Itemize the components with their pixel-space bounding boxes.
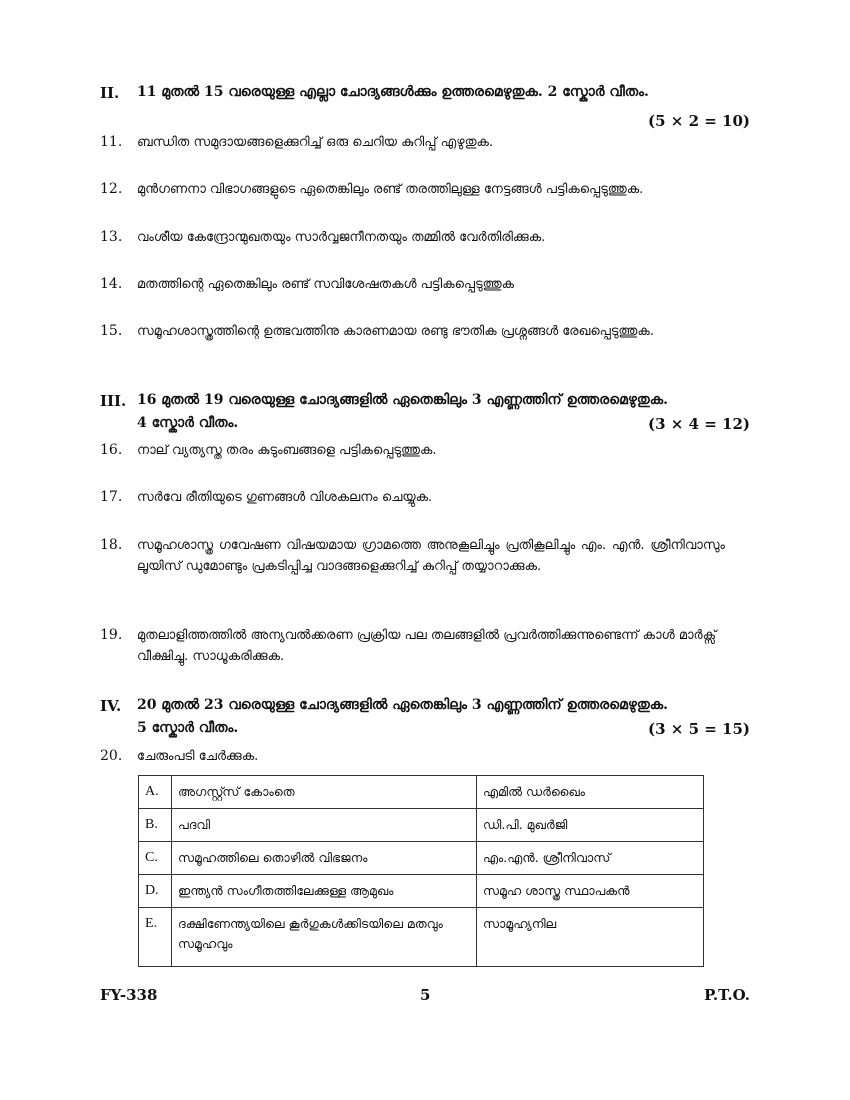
- section-4-marks: (3 × 5 = 15): [648, 720, 750, 738]
- section-3-marks: (3 × 4 = 12): [648, 415, 750, 433]
- table-row: [139, 875, 704, 908]
- section-4-instruction-line1: 20 മുതൽ 23 വരെയുള്ള ചോദ്യങ്ങളിൽ ഏതെങ്കിലും 3 എണ്ണത്തിന് ഉത്തരമെഴുതുക.: [137, 697, 669, 713]
- question-20-text: ചേരുംപടി ചേർക്കുക.: [137, 749, 259, 764]
- question-14-number: 14.: [100, 276, 123, 292]
- column-a-cell: അഗസ്റ്റ്സ് കോംതെ: [172, 776, 477, 809]
- column-b-cell: സാമൂഹ്യനില: [477, 908, 704, 967]
- question-17-text: സർവേ രീതിയുടെ ഗുണങ്ങൾ വിശകലനം ചെയ്യുക.: [137, 490, 433, 505]
- table-row: [139, 908, 704, 967]
- row-id: B.: [139, 809, 172, 842]
- section-4-number: IV.: [100, 697, 122, 715]
- question-11-text: ബന്ധിത സമുദായങ്ങളെക്കുറിച്ച് ഒരു ചെറിയ കുറിപ്പ് എഴുതുക.: [137, 135, 494, 150]
- question-17-number: 17.: [100, 489, 123, 505]
- question-14-text: മതത്തിന്റെ ഏതെങ്കിലും രണ്ട് സവിശേഷതകൾ പട്ടികപ്പെടുത്തുക: [137, 277, 515, 292]
- table-row: [139, 776, 704, 809]
- table-row: [139, 809, 704, 842]
- row-id: A.: [139, 776, 172, 809]
- page-number: 5: [420, 986, 431, 1004]
- column-a-cell: ഇന്ത്യൻ സംഗീതത്തിലേക്കുള്ള ആമുഖം: [172, 875, 477, 908]
- row-id: E.: [139, 908, 172, 967]
- table-row: [139, 842, 704, 875]
- section-3-instruction-line2: 4 സ്കോർ വീതം.: [137, 415, 239, 431]
- question-13-text: വംശീയ കേന്ദ്രോന്മുഖതയും സാർവ്വജനീനതയും തമ്മിൽ വേർതിരിക്കുക.: [137, 230, 546, 245]
- question-13-number: 13.: [100, 229, 123, 245]
- question-19-text: മുതലാളിത്തത്തിൽ അന്യവൽക്കരണ പ്രക്രിയ പല തലങ്ങളിൽ പ്രവർത്തിക്കുന്നുണ്ടെന്ന് കാൾ മാർക്സ് വീക്ഷിച്ചു. സാധൂകരിക്കുക.: [137, 628, 717, 664]
- question-18-text: സമൂഹശാസ്ത്ര ഗവേഷണ വിഷയമായ ഗ്രാമത്തെ അനുകൂലിച്ചും പ്രതികൂലിച്ചും എം. എൻ. ശ്രീനിവാസും ലൂയിസ് ഡുമോണ്ടും പ്രകടിപ്പിച്ച വാദങ്ങളെക്കുറിച്ച് കുറിപ്പ് തയ്യാറാക്കുക.: [137, 538, 725, 574]
- question-15-number: 15.: [100, 323, 123, 339]
- please-turn-over: P.T.O.: [704, 986, 750, 1004]
- question-12-text: മുൻഗണനാ വിഭാഗങ്ങളുടെ ഏതെങ്കിലും രണ്ട് തരത്തിലുള്ള നേട്ടങ്ങൾ പട്ടികപ്പെടുത്തുക.: [137, 182, 644, 197]
- row-id: D.: [139, 875, 172, 908]
- question-15-text: സമൂഹശാസ്ത്രത്തിന്റെ ഉത്ഭവത്തിനു കാരണമായ രണ്ടു ഭൗതിക പ്രശ്നങ്ങൾ രേഖപ്പെടുത്തുക.: [137, 324, 654, 339]
- paper-code: FY-338: [100, 986, 158, 1004]
- section-2-instruction: 11 മുതൽ 15 വരെയുള്ള എല്ലാ ചോദ്യങ്ങൾക്കും ഉത്തരമെഴുതുക. 2 സ്കോർ വീതം.: [137, 84, 649, 100]
- column-a-cell: ദക്ഷിണേന്ത്യയിലെ കൂർഗുകൾക്കിടയിലെ മതവും സമൂഹവും: [172, 908, 477, 967]
- column-a-cell: സമൂഹത്തിലെ തൊഴിൽ വിഭജനം: [172, 842, 477, 875]
- section-4-instruction-line2: 5 സ്കോർ വീതം.: [137, 720, 239, 736]
- row-id: C.: [139, 842, 172, 875]
- question-19-number: 19.: [100, 627, 123, 643]
- question-16-number: 16.: [100, 442, 123, 458]
- column-a-cell: പദവി: [172, 809, 477, 842]
- section-3-instruction-line1: 16 മുതൽ 19 വരെയുള്ള ചോദ്യങ്ങളിൽ ഏതെങ്കിലും 3 എണ്ണത്തിന് ഉത്തരമെഴുതുക.: [137, 392, 669, 408]
- column-b-cell: സമൂഹ ശാസ്ത്ര സ്ഥാപകൻ: [477, 875, 704, 908]
- section-3-number: III.: [100, 392, 127, 410]
- section-2-number: II.: [100, 84, 120, 102]
- question-11-number: 11.: [100, 134, 123, 150]
- column-b-cell: എമിൽ ഡർഖൈം: [477, 776, 704, 809]
- question-18-number: 18.: [100, 537, 123, 553]
- column-b-cell: എം.എൻ. ശ്രീനിവാസ്: [477, 842, 704, 875]
- column-b-cell: ഡി.പി. മുഖർജി: [477, 809, 704, 842]
- question-16-text: നാല് വ്യത്യസ്ത തരം കുടുംബങ്ങളെ പട്ടികപ്പെടുത്തുക.: [137, 443, 437, 458]
- section-2-marks: (5 × 2 = 10): [648, 112, 750, 130]
- question-12-number: 12.: [100, 181, 123, 197]
- question-20-number: 20.: [100, 748, 123, 764]
- match-the-following-table: [138, 775, 704, 967]
